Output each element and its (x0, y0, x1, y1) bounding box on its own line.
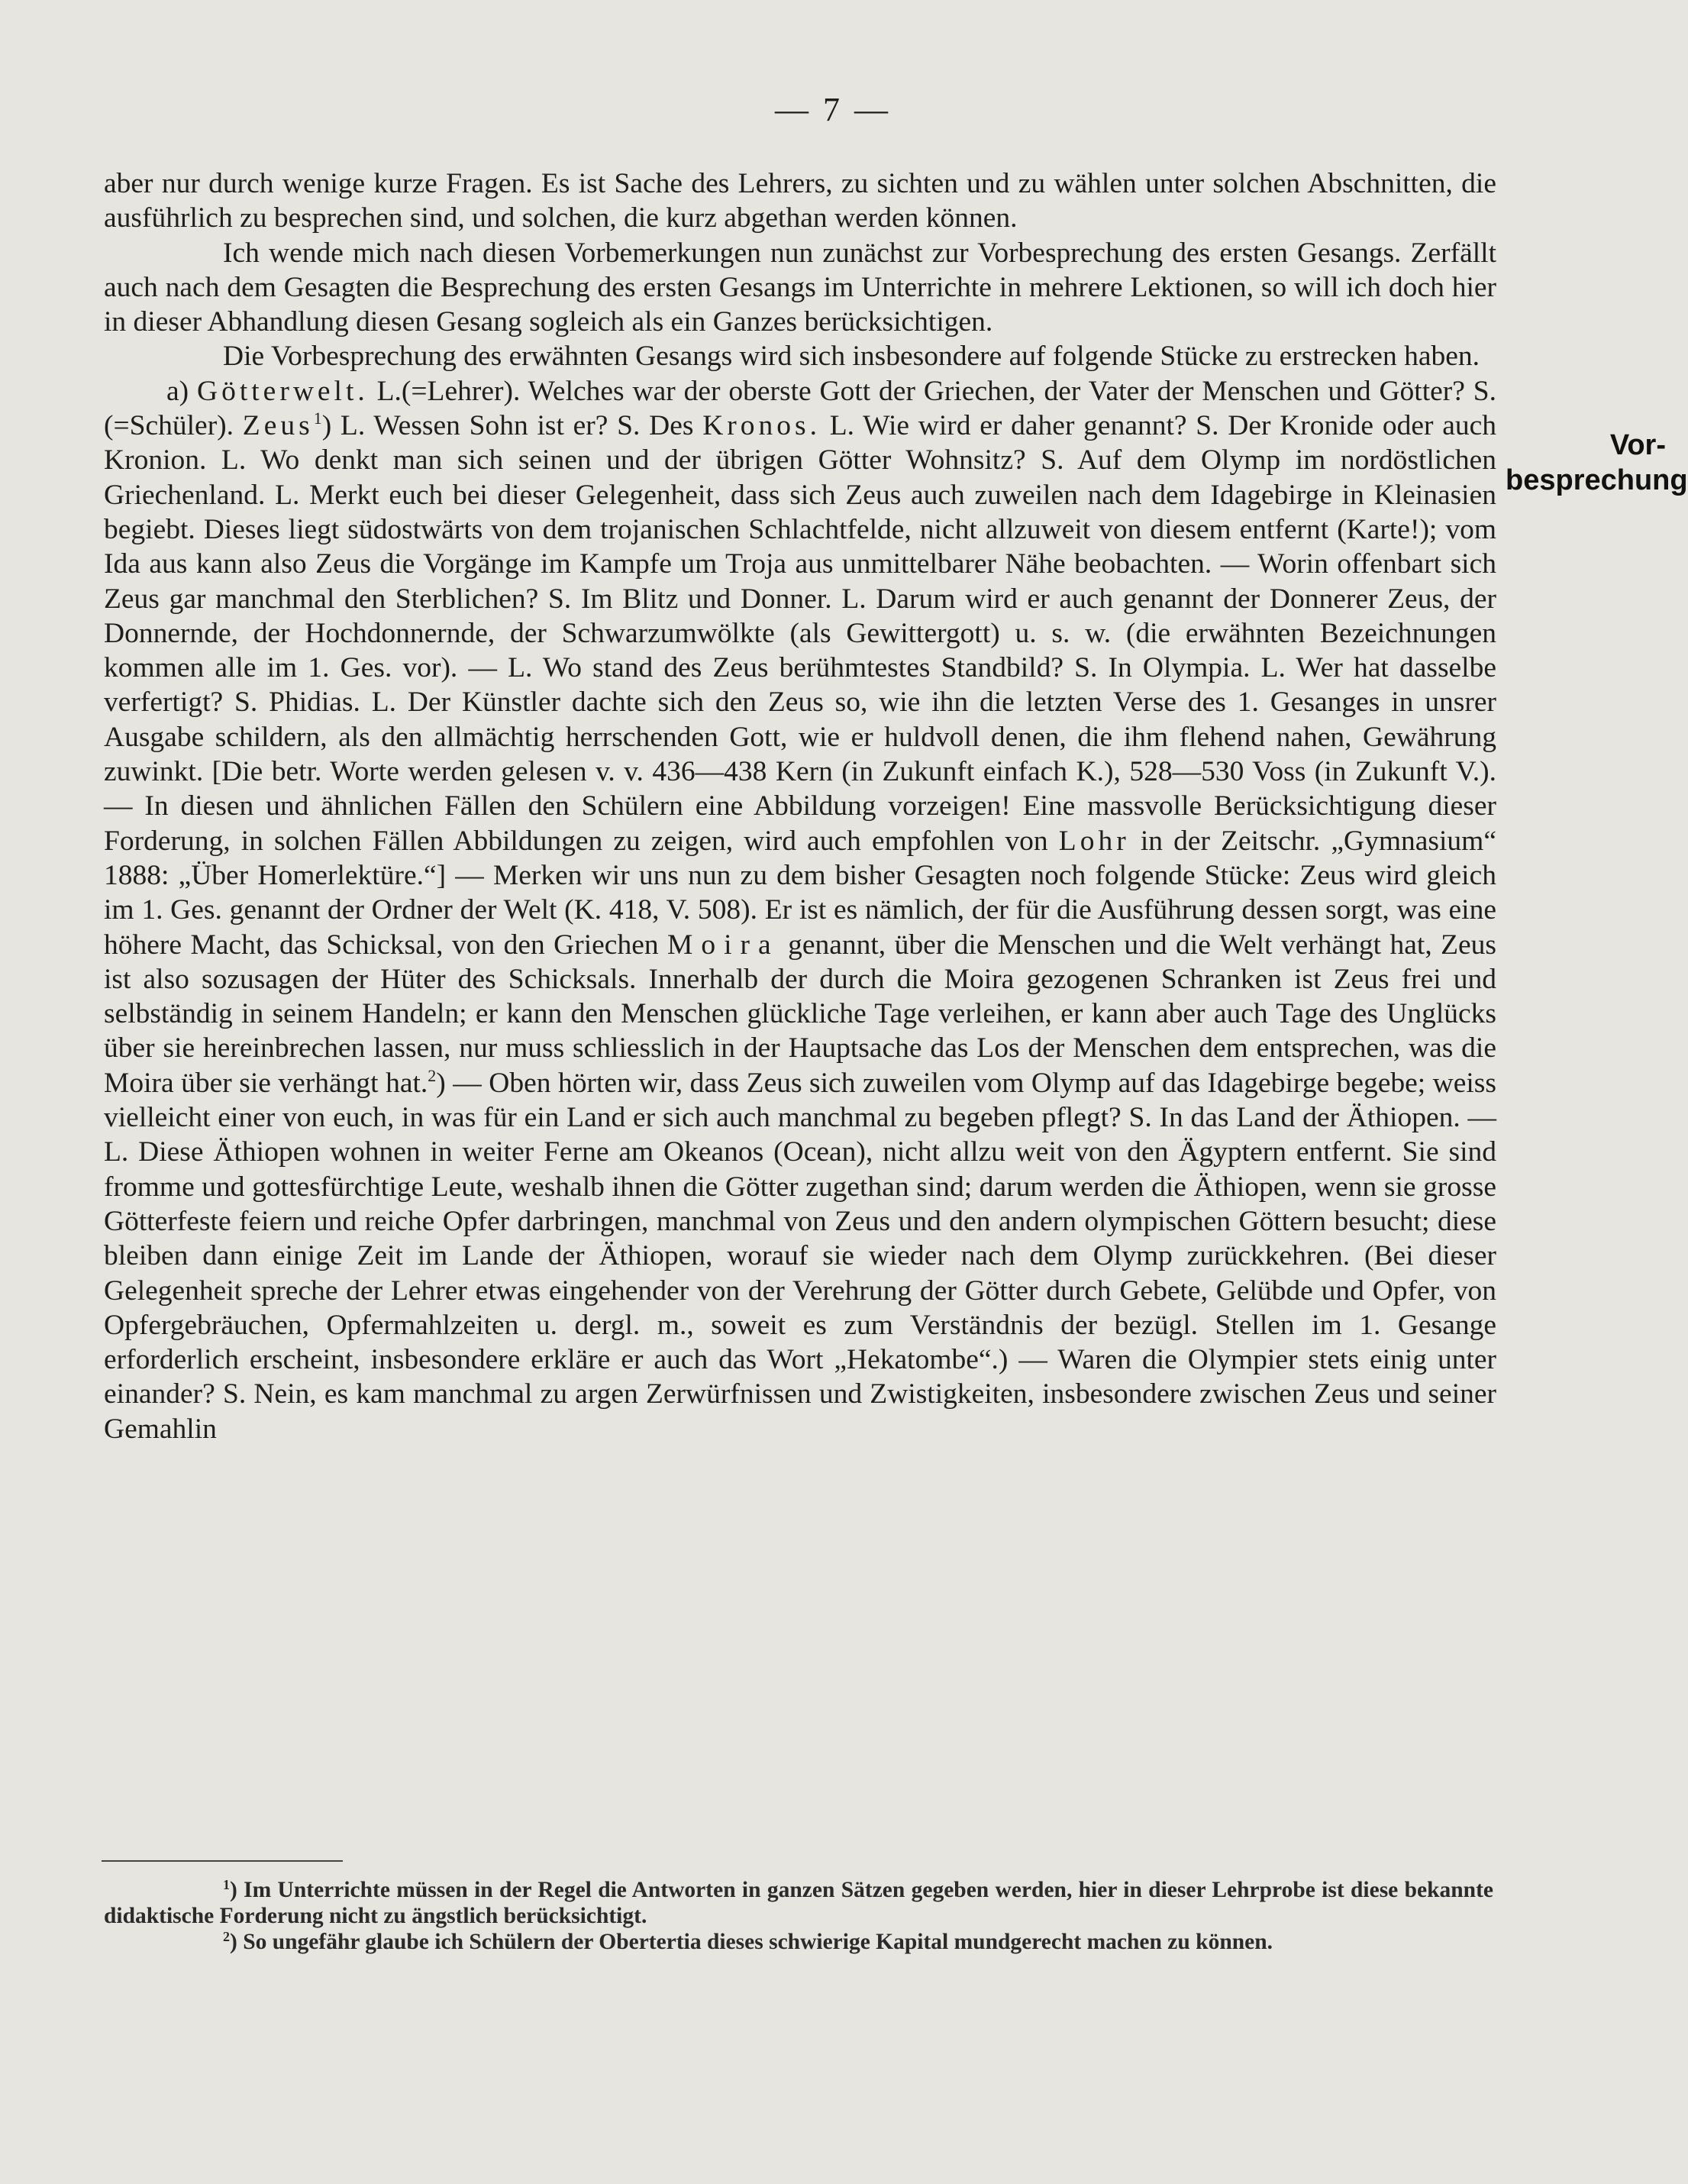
footnote-ref-2: 2 (428, 1065, 437, 1085)
margin-note-line-2: besprechung (1506, 464, 1688, 496)
name-zeus: Zeus (242, 410, 314, 442)
paragraph-4 (104, 374, 1496, 1446)
footnote-2-mark: 2 (223, 1929, 230, 1944)
footnote-1-text: ) Im Unterrichte müssen in der Regel die Antworten in ganzen Sätzen gegeben werden, hier in dieser Lehrprobe ist diese bekannte didaktische Forderung nicht zu ängstlich berücksichtigt. (104, 1878, 1493, 1928)
footnote-1-mark: 1 (223, 1877, 230, 1892)
footnote-1 (104, 1877, 1493, 1929)
footnote-2-text: ) So ungefähr glaube ich Schülern der Obertertia dieses schwierige Kapital mundgerecht machen zu können. (230, 1930, 1273, 1954)
paragraph-4-text-d: L. Wie wird er daher genannt? S. Der Kronide oder auch Kronion. L. Wo denkt man sich seinen und der übrigen Götter Wohnsitz? S. Auf dem Olymp im nordöstlichen Griechenland. L. Merkt euch bei dieser Gelegenheit, dass sich Zeus auch zuweilen nach dem Idagebirge in Kleinasien begiebt. Dieses liegt südostwärts von dem trojanischen Schlachtfelde, nicht allzuweit von diesem entfernt (Karte!); vom Ida aus kann also Zeus die Vorgänge im Kampfe um Troja aus unmittelbarer Nähe beobachten. — Worin offenbart sich Zeus gar manchmal den Sterblichen? S. Im Blitz und Donner. L. Darum wird er auch genannt der Donnerer Zeus, der Donnernde, der Hochdonnernde, der Schwarzumwölkte (als Gewittergott) u. s. w. (die erwähnten Bezeichnungen kommen alle im 1. Ges. vor). — L. Wo stand des Zeus berühmtestes Standbild? S. In Olympia. L. Wer hat dasselbe verfertigt? S. Phidias. L. Der Künstler dachte sich den Zeus so, wie ihn die letzten Verse des 1. Gesanges in unsrer Ausgabe schildern, als den allmächtig herrschenden Gott, wie er huldvoll denen, die ihm flehend nahen, Gewährung zuwinkt. [Die betr. Worte werden gelesen v. v. 436—438 Kern (in Zukunft einfach K.), 528—530 Voss (in Zukunft V.). — In diesen und ähnlichen Fällen den Schülern eine Abbildung vorzeigen! Eine massvolle Berücksichtigung dieser Forderung, in solchen Fällen Abbildungen zu zeigen, wird auch empfohlen von (104, 410, 1496, 857)
body-text (104, 166, 1496, 1446)
footnote-divider (102, 1860, 343, 1862)
paragraph-4-text-e: in der Zeitschr. „Gymnasium“ 1888: „Über Homerlektüre.“] — Merken wir uns nun zu dem bisher Gesagten noch folgende Stücke: Zeus wird gleich im 1. Ges. genannt der Ordner der Welt (K. 418, V. 508). Er ist es nämlich, der für die Ausführung dessen sorgt, was eine höhere Macht, das Schicksal, von den Griechen (104, 825, 1496, 961)
margin-note-line-1: Vor- (1609, 429, 1666, 461)
paragraph-4-text-g: ) — Oben hörten wir, dass Zeus sich zuweilen vom Olymp auf das Idagebirge begebe; weiss vielleicht einer von euch, in was für ein Land er sich auch manchmal zu begeben pflegt? S. In das Land der Äthiopen. — L. Diese Äthiopen wohnen in weiter Ferne am Okeanos (Ocean), nicht allzu weit von den Ägyptern entfernt. Sie sind fromme und gottesfürchtige Leute, weshalb ihnen die Götter zugethan sind; darum werden die Äthiopen, wenn sie grosse Götterfeste feiern und reiche Opfer darbringen, manchmal von Zeus und den andern olympischen Göttern besucht; diese bleiben dann einige Zeit im Lande der Äthiopen, worauf sie wieder nach dem Olymp zurückkehren. (Bei dieser Gelegenheit spreche der Lehrer etwas eingehender von der Verehrung der Götter durch Gebete, Gelübde und Opfer, von Opfergebräuchen, Opfermahlzeiten u. dergl. m., soweit es zum Verständnis der bezügl. Stellen im 1. Gesange erforderlich erscheint, insbesondere erkläre er auch das Wort „Hekatombe“.) — Waren die Olympier stets einig unter einander? S. Nein, es kam manchmal zu argen Zerwürfnissen und Zwistigkeiten, insbesondere zwischen Zeus und seiner Gemahlin (104, 1067, 1496, 1445)
section-heading-goetterwelt: Götterwelt. (197, 375, 369, 407)
name-lohr: Lohr (1058, 825, 1130, 857)
page-number: — 7 — (775, 91, 891, 128)
footnote-2 (104, 1929, 1493, 1955)
footnote-ref-1: 1 (313, 409, 322, 428)
name-moira: Moira (667, 929, 779, 961)
footnotes (104, 1877, 1493, 1955)
paragraph-3: Die Vorbesprechung des erwähnten Gesangs wird sich insbesondere auf folgende Stücke zu erstrecken haben. (223, 341, 1480, 373)
name-kronos: Kronos. (702, 410, 821, 442)
paragraph-1: aber nur durch wenige kurze Fragen. Es ist Sache des Lehrers, zu sichten und zu wählen unter solchen Abschnitten, die ausführlich zu besprechen sind, und solchen, die kurz abgethan werden können. (104, 168, 1496, 234)
margin-note (1506, 428, 1688, 498)
paragraph-4-label: a) (166, 375, 198, 407)
paragraph-2: Ich wende mich nach diesen Vorbemerkungen nun zunächst zur Vorbesprechung des ersten Gesangs. Zerfällt auch nach dem Gesagten die Besprechung des ersten Gesangs im Unterrichte in mehrere Lektionen, so will ich doch hier in dieser Abhandlung diesen Gesang sogleich als ein Ganzes berücksichtigen. (104, 237, 1496, 338)
paragraph-4-text-b: L.(=Lehrer). Welches war der oberste Gott der Griechen, der Vater der Menschen und Götter? S.(=Schüler). (104, 375, 1496, 442)
paragraph-4-text-f: genannt, über die Menschen und die Welt verhängt hat, Zeus ist also sozusagen der Hüter des Schicksals. Innerhalb der durch die Moira gezogenen Schranken ist Zeus frei und selbständig in seinem Handeln; er kann den Menschen glückliche Tage verleihen, er kann aber auch Tage des Unglücks über sie hereinbrechen lassen, nur muss schliesslich in der Hauptsache das Los der Menschen dem entsprechen, was die Moira über sie verhängt hat. (104, 929, 1497, 1099)
paragraph-4-text-c: ) L. Wessen Sohn ist er? S. Des (321, 410, 703, 442)
